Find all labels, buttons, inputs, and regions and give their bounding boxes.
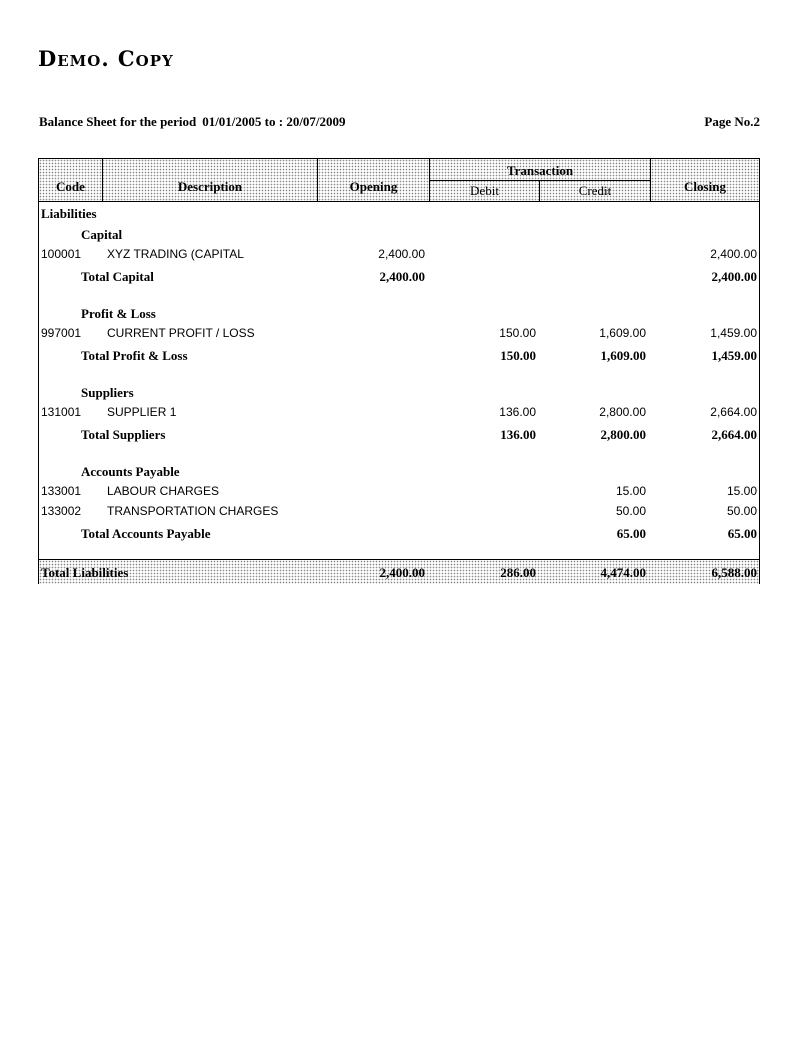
grand-total-label: Total Liabilities bbox=[41, 565, 129, 580]
col-debit-header: Debit bbox=[430, 181, 540, 201]
group-total-row bbox=[39, 427, 759, 445]
account-description: XYZ TRADING (CAPITAL bbox=[107, 247, 244, 261]
grand-total-opening: 2,400.00 bbox=[379, 565, 425, 580]
group-total-row bbox=[39, 269, 759, 287]
group-heading bbox=[39, 306, 759, 324]
section-label: Liabilities bbox=[41, 206, 97, 221]
page-number: Page No.2 bbox=[704, 114, 760, 129]
group-total-opening: 2,400.00 bbox=[379, 269, 425, 284]
col-opening-header: Opening bbox=[318, 159, 430, 201]
table-row bbox=[39, 504, 759, 522]
balance-sheet-table bbox=[38, 158, 760, 584]
group-total-credit: 2,800.00 bbox=[600, 427, 646, 442]
account-opening: 2,400.00 bbox=[378, 247, 425, 261]
account-closing: 50.00 bbox=[726, 504, 757, 518]
group-heading bbox=[39, 385, 759, 403]
col-transaction-header: Transaction bbox=[430, 161, 650, 181]
group-heading bbox=[39, 227, 759, 245]
report-title: Demo. Copy bbox=[38, 46, 174, 71]
account-description: LABOUR CHARGES bbox=[107, 484, 220, 498]
report-period: 01/01/2005 to : 20/07/2009 bbox=[202, 114, 346, 129]
account-description: SUPPLIER 1 bbox=[107, 405, 177, 419]
account-code: 100001 bbox=[41, 247, 82, 261]
group-total-closing: 2,664.00 bbox=[711, 427, 757, 442]
group-heading bbox=[39, 464, 759, 482]
account-credit: 2,800.00 bbox=[599, 405, 646, 419]
table-row bbox=[39, 326, 759, 344]
group-total-closing: 2,400.00 bbox=[711, 269, 757, 284]
group-total-label: Total Suppliers bbox=[81, 427, 166, 442]
col-code-header: Code bbox=[39, 159, 103, 201]
report-name: Balance Sheet for the period bbox=[39, 114, 197, 129]
account-description: CURRENT PROFIT / LOSS bbox=[107, 326, 255, 340]
group-label: Suppliers bbox=[81, 385, 134, 400]
group-total-credit: 65.00 bbox=[616, 526, 646, 541]
account-credit: 1,609.00 bbox=[599, 326, 646, 340]
account-debit: 150.00 bbox=[499, 326, 536, 340]
account-code: 133001 bbox=[41, 484, 82, 498]
group-total-debit: 150.00 bbox=[500, 348, 536, 363]
section-heading bbox=[39, 206, 759, 224]
account-closing: 2,664.00 bbox=[710, 405, 757, 419]
group-total-row bbox=[39, 348, 759, 366]
report-subtitle bbox=[39, 114, 346, 130]
table-row bbox=[39, 247, 759, 265]
group-total-row bbox=[39, 526, 759, 544]
col-credit-header: Credit bbox=[578, 183, 612, 198]
account-closing: 15.00 bbox=[726, 484, 757, 498]
group-total-debit: 136.00 bbox=[500, 427, 536, 442]
group-total-closing: 65.00 bbox=[727, 526, 757, 541]
group-total-label: Total Capital bbox=[81, 269, 154, 284]
account-closing: 2,400.00 bbox=[710, 247, 757, 261]
account-code: 131001 bbox=[41, 405, 82, 419]
account-debit: 136.00 bbox=[499, 405, 536, 419]
table-row bbox=[39, 484, 759, 502]
grand-total-row bbox=[39, 559, 759, 584]
col-description-header: Description bbox=[103, 159, 318, 201]
grand-total-credit: 4,474.00 bbox=[600, 565, 646, 580]
account-closing: 1,459.00 bbox=[710, 326, 757, 340]
col-closing-header: Closing bbox=[684, 179, 726, 194]
grand-total-debit: 286.00 bbox=[500, 565, 536, 580]
group-total-label: Total Accounts Payable bbox=[81, 526, 211, 541]
col-transaction-group bbox=[430, 159, 651, 201]
account-credit: 15.00 bbox=[615, 484, 646, 498]
group-total-credit: 1,609.00 bbox=[600, 348, 646, 363]
group-total-label: Total Profit & Loss bbox=[81, 348, 188, 363]
account-code: 133002 bbox=[41, 504, 82, 518]
table-header bbox=[39, 159, 759, 202]
group-label: Capital bbox=[81, 227, 123, 242]
table-row bbox=[39, 405, 759, 423]
group-label: Accounts Payable bbox=[81, 464, 180, 479]
account-credit: 50.00 bbox=[615, 504, 646, 518]
group-total-closing: 1,459.00 bbox=[711, 348, 757, 363]
account-description: TRANSPORTATION CHARGES bbox=[107, 504, 279, 518]
account-code: 997001 bbox=[41, 326, 82, 340]
group-label: Profit & Loss bbox=[81, 306, 156, 321]
grand-total-closing: 6,588.00 bbox=[711, 565, 757, 580]
